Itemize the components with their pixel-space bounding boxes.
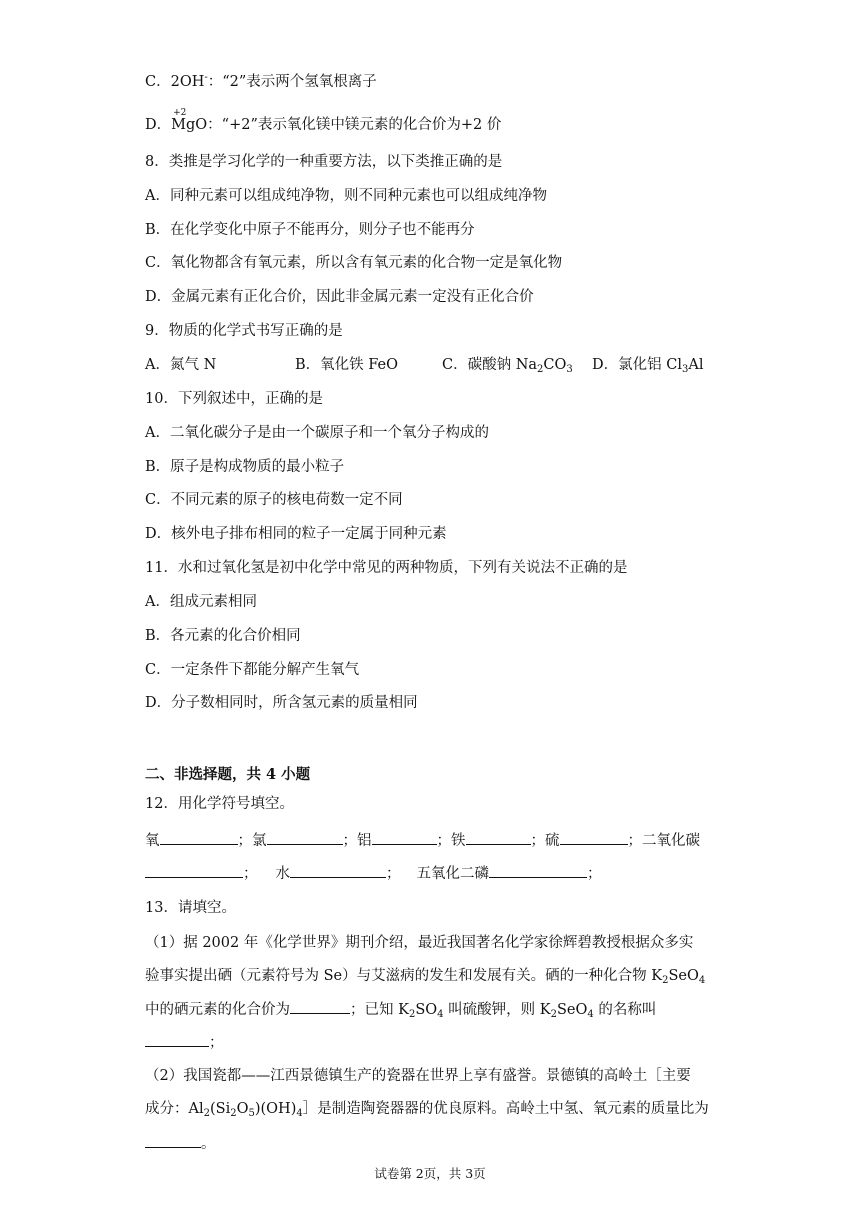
q11-stem: 11．水和过氧化氢是初中化学中常见的两种物质，下列有关说法不正确的是 [145, 560, 628, 576]
q9-option-d: D．氯化铝 $Cl_3Al$ [592, 357, 704, 375]
q8-option-c: C．氧化物都含有氧元素，所以含有氧元素的化合物一定是氧化物 [145, 255, 563, 271]
q13-stem: 13．请填空。 [145, 900, 236, 916]
q9-stem: 9．物质的化学式书写正确的是 [145, 323, 343, 339]
blank-carbon-dioxide[interactable] [145, 863, 243, 878]
q10-stem: 10．下列叙述中，正确的是 [145, 391, 323, 407]
section-heading: 二、非选择题，共 4 小题 [145, 766, 311, 783]
q7-option-c: C．2OH-：“2”表示两个氢氧根离子 [145, 72, 377, 90]
blank-oxygen[interactable] [160, 830, 238, 845]
blank-h-o-ratio[interactable] [145, 1133, 201, 1148]
q10-option-d: D．核外电子排布相同的粒子一定属于同种元素 [145, 526, 447, 542]
blank-sulfur[interactable] [560, 830, 628, 845]
blank-k2seo4-name[interactable] [145, 1032, 209, 1047]
blank-chlorine[interactable] [267, 830, 343, 845]
blank-p2o5[interactable] [489, 863, 587, 878]
q7-option-d: D． +2 MgO：“+2”表示氧化镁中镁元素的化合价为+2 价 [145, 108, 502, 133]
q9-option-a: A．氮气 N [145, 357, 217, 373]
blank-iron[interactable] [466, 830, 531, 845]
q11-option-a: A．组成元素相同 [145, 594, 257, 610]
q12-line-1: 氧 ；氯 ；铝 ；铁 ；硫 ；二氧化碳 [145, 830, 700, 851]
q10-option-b: B．原子是构成物质的最小粒子 [145, 459, 345, 475]
q11-option-c: C．一定条件下都能分解产生氧气 [145, 662, 360, 678]
q11-option-b: B．各元素的化合价相同 [145, 628, 301, 644]
q13-p1-line1: （1）据 2002 年《化学世界》期刊介绍，最近我国著名化学家徐辉碧教授根据众多实 [145, 935, 694, 951]
q10-option-a: A．二氧化碳分子是由一个碳原子和一个氧分子构成的 [145, 425, 489, 441]
q9-options [145, 355, 703, 375]
q11-option-d: D．分子数相同时，所含氢元素的质量相同 [145, 695, 418, 711]
q8-stem: 8．类推是学习化学的一种重要方法，以下类推正确的是 [145, 154, 503, 170]
q12-line-2: ； 水 ； 五氧化二磷 ； [145, 863, 602, 884]
blank-aluminum[interactable] [372, 830, 437, 845]
q12-stem: 12．用化学符号填空。 [145, 796, 294, 812]
q10-option-c: C．不同元素的原子的核电荷数一定不同 [145, 492, 403, 508]
q8-option-a: A．同种元素可以组成纯净物，则不同种元素也可以组成纯净物 [145, 188, 547, 204]
q13-p2-line3: 。 [145, 1133, 216, 1154]
q13-p1-line4: ； [145, 1032, 224, 1053]
q13-p1-line3: 中的硒元素的化合价为 ；已知 $K_2SO_4$ 叫硫酸钾，则 $K_2SeO_4$ 的名称叫 [145, 999, 656, 1020]
q9-option-b: B．氧化铁 FeO [295, 357, 399, 373]
q13-p1-line2: 验事实提出硒（元素符号为 Se）与艾滋病的发生和发展有关。硒的一种化合物 $K_2SeO_4$ [145, 968, 706, 986]
q8-option-b: B．在化学变化中原子不能再分，则分子也不能再分 [145, 222, 475, 238]
mgo-formula: +2 MgO [171, 108, 208, 133]
q13-p2-line2: 成分：$Al_2(Si_2O_5)(OH)_4]$是制造陶瓷器器的优良原料。高岭土中氢、氧元素的质量比为 [145, 1101, 709, 1119]
blank-se-valence[interactable] [290, 999, 350, 1014]
blank-water[interactable] [290, 863, 386, 878]
q8-option-d: D．金属元素有正化合价，因此非金属元素一定没有正化合价 [145, 289, 534, 305]
page-footer: 试卷第 2页，共 3页 [374, 1166, 486, 1181]
q13-p2-line1: （2）我国瓷都——江西景德镇生产的瓷器在世界上享有盛誉。景德镇的高岭土［主要 [145, 1068, 691, 1084]
q9-option-c: C．碳酸钠 $Na_2CO_3$ [442, 357, 573, 375]
